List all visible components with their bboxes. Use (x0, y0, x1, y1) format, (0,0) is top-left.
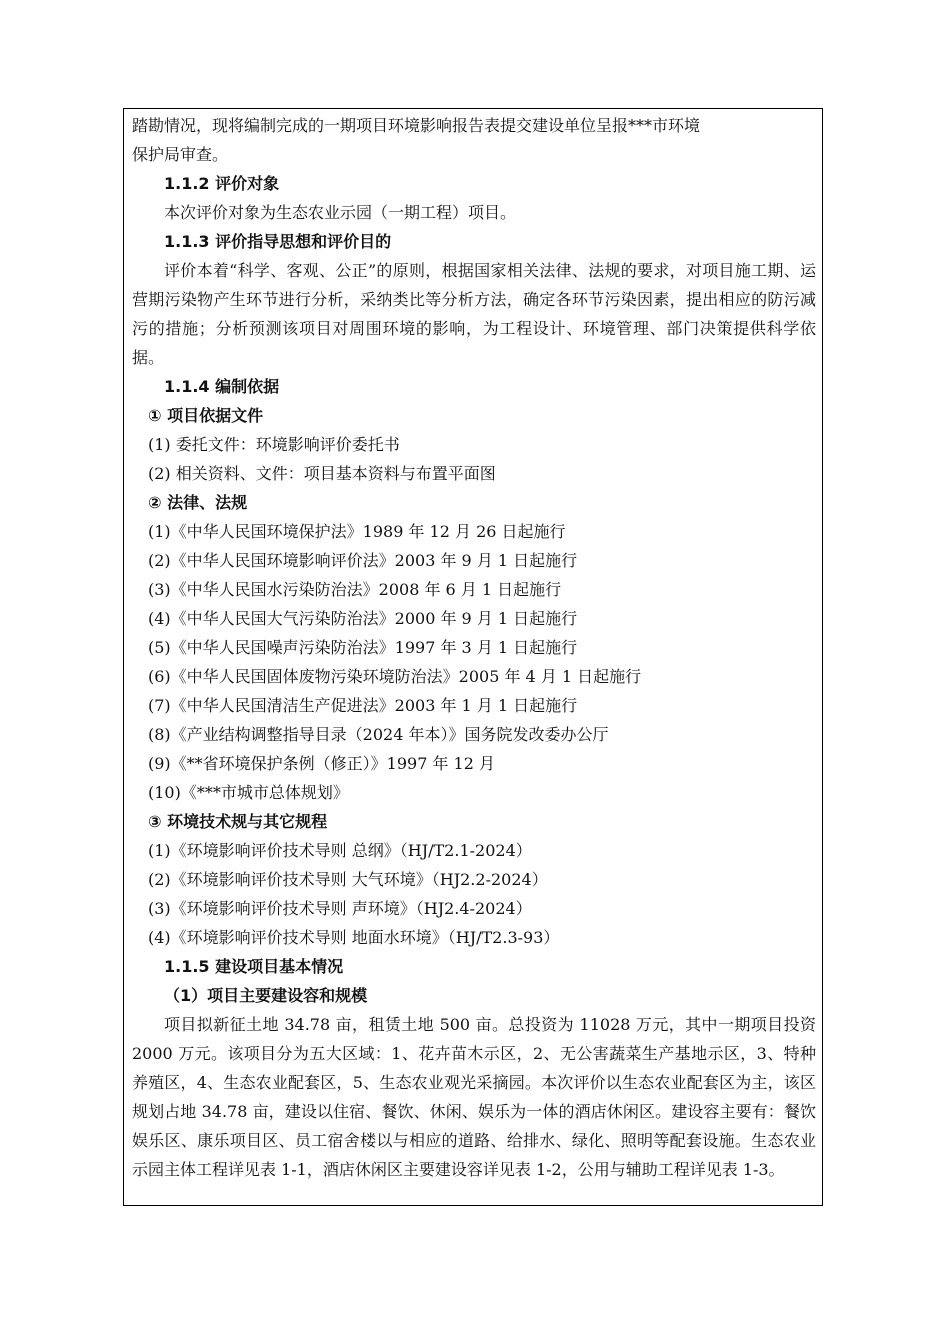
basis-group-title-documents: ① 项目依据文件 (148, 406, 264, 425)
law-item: (10)《***市城市总体规划》 (148, 783, 349, 802)
law-item: (8)《产业结构调整指导目录（2024 年本）》国务院发改委办公厅 (148, 725, 609, 744)
basis-group-title-laws: ② 法律、法规 (148, 493, 248, 512)
law-item: (3)《中华人民国水污染防治法》2008 年 6 月 1 日起施行 (148, 580, 562, 599)
section-heading-1-1-5: 1.1.5 建设项目基本情况 (164, 957, 344, 976)
intro-line-1: 踏勘情况，现将编制完成的一期项目环境影响报告表提交建设单位呈报***市环境 (132, 116, 701, 135)
basis-item: (1) 委托文件：环境影响评价委托书 (148, 435, 400, 454)
section-heading-1-1-3: 1.1.3 评价指导思想和评价目的 (164, 232, 392, 251)
law-item: (5)《中华人民国噪声污染防治法》1997 年 3 月 1 日起施行 (148, 638, 578, 657)
law-item: (2)《中华人民国环境影响评价法》2003 年 9 月 1 日起施行 (148, 551, 578, 570)
section-heading-1-1-2: 1.1.2 评价对象 (164, 174, 280, 193)
section-heading-1-1-4: 1.1.4 编制依据 (164, 377, 280, 396)
law-item: (1)《中华人民国环境保护法》1989 年 12 月 26 日起施行 (148, 522, 566, 541)
section-text-1-1-5: 项目拟新征土地 34.78 亩，租赁土地 500 亩。总投资为 11028 万元，其中一期项目投资 2000 万元。该项目分为五大区域：1、花卉苗木示区，2、无公害蔬菜生产基地示区，3、特种养殖区，4、生态农业配套区，5、生态农业观光采摘园。本次评价以生态农业配套区为主，该区规划占地 34.78 亩，建设以住宿、餐饮、休闲、娱乐为一体的酒店休闲区。建设容主要有：餐饮娱乐区、康乐项目区、员工宿舍楼以与相应的道路、给排水、绿化、照明等配套设施。生态农业示园主体工程详见表 1-1，酒店休闲区主要建设容详见表 1-2，公用与辅助工程详见表 1-3。 (132, 1015, 816, 1179)
standard-item: (3)《环境影响评价技术导则 声环境》（HJ2.4-2024） (148, 899, 532, 918)
law-item: (9)《**省环境保护条例（修正）》1997 年 12 月 (148, 754, 496, 773)
law-item: (6)《中华人民国固体废物污染环境防治法》2005 年 4 月 1 日起施行 (148, 667, 642, 686)
standard-item: (4)《环境影响评价技术导则 地面水环境》（HJ/T2.3-93） (148, 928, 560, 947)
law-item: (7)《中华人民国清洁生产促进法》2003 年 1 月 1 日起施行 (148, 696, 578, 715)
law-item: (4)《中华人民国大气污染防治法》2000 年 9 月 1 日起施行 (148, 609, 578, 628)
standard-item: (1)《环境影响评价技术导则 总纲》（HJ/T2.1-2024） (148, 841, 532, 860)
subsection-heading-scale: （1）项目主要建设容和规模 (164, 986, 368, 1005)
section-text-1-1-2: 本次评价对象为生态农业示园（一期工程）项目。 (164, 203, 517, 222)
standard-item: (2)《环境影响评价技术导则 大气环境》（HJ2.2-2024） (148, 870, 548, 889)
document-body (132, 111, 816, 1184)
basis-group-title-standards: ③ 环境技术规与其它规程 (148, 812, 328, 831)
intro-line-2: 保护局审查。 (132, 145, 229, 164)
section-text-1-1-3: 评价本着“科学、客观、公正”的原则，根据国家相关法律、法规的要求，对项目施工期、运营期污染物产生环节进行分析，采纳类比等分析方法，确定各环节污染因素，提出相应的防污减污的措施；分析预测该项目对周围环境的影响，为工程设计、环境管理、部门决策提供科学依据。 (132, 261, 816, 367)
basis-item: (2) 相关资料、文件：项目基本资料与布置平面图 (148, 464, 496, 483)
document-frame (123, 108, 823, 1206)
